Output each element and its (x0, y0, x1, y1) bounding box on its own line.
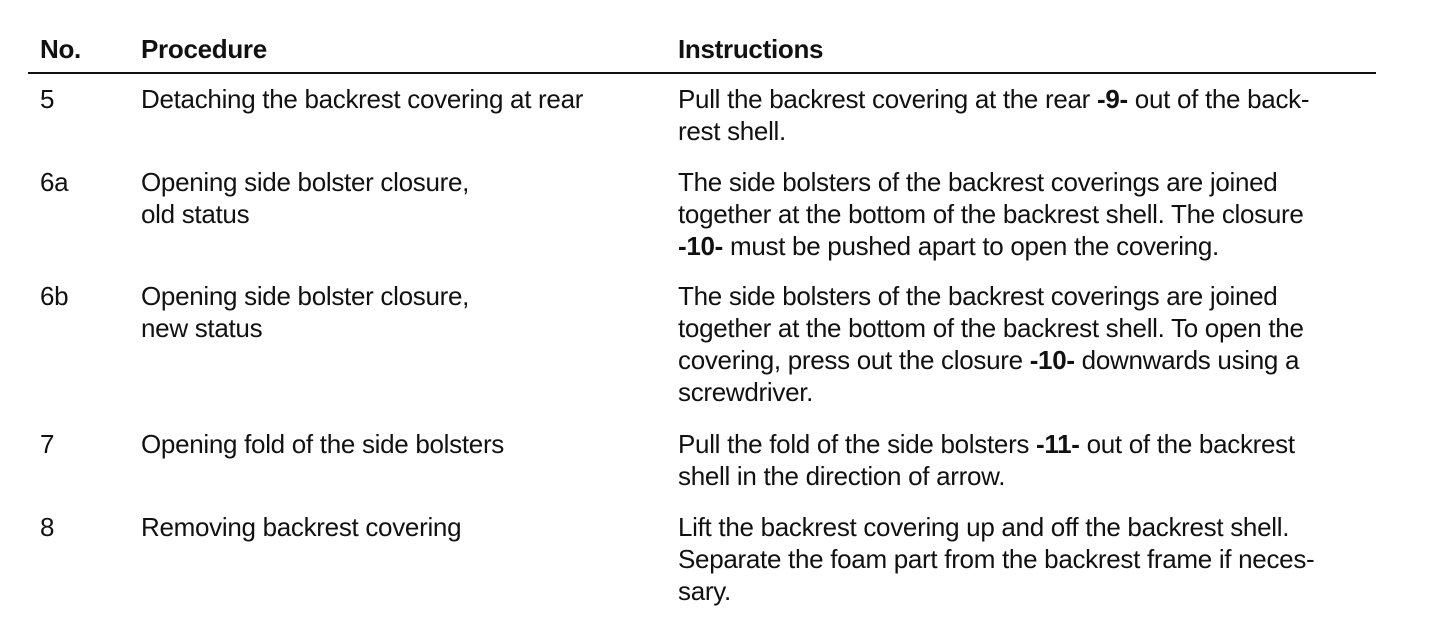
header-procedure: Procedure (141, 34, 267, 64)
procedure-cell (141, 511, 651, 543)
procedure-cell (141, 83, 651, 115)
procedure-line: Detaching the backrest covering at rear (141, 84, 584, 114)
instruction-line: Lift the backrest covering up and off the backrest shell. (678, 512, 1290, 542)
procedure-line: Opening side bolster closure, (141, 167, 470, 197)
procedure-line: Removing backrest covering (141, 512, 462, 542)
header-divider (28, 72, 1376, 74)
procedure-line: old status (141, 199, 250, 229)
step-number: 7 (40, 429, 55, 459)
instruction-cell (678, 166, 1368, 262)
instruction-line: Pull the fold of the side bolsters -11- out of the backrest (678, 429, 1295, 459)
instruction-cell (678, 280, 1368, 408)
procedure-line: Opening side bolster closure, (141, 281, 470, 311)
instruction-line: covering, press out the closure -10- downwards using a (678, 345, 1300, 375)
part-reference: -11- (1036, 429, 1080, 459)
instruction-line: together at the bottom of the backrest shell. The closure (678, 199, 1304, 229)
header-instructions: Instructions (678, 34, 824, 64)
instruction-line: Separate the foam part from the backrest frame if neces- (678, 544, 1315, 574)
step-number: 6b (40, 281, 69, 311)
procedure-cell (141, 428, 651, 460)
instruction-line: rest shell. (678, 116, 786, 146)
part-reference: -10- (678, 231, 724, 261)
instruction-line: The side bolsters of the backrest coverings are joined (678, 167, 1278, 197)
procedure-line: Opening fold of the side bolsters (141, 429, 504, 459)
header-no: No. (40, 34, 81, 64)
step-number: 5 (40, 84, 55, 114)
instruction-line: Pull the backrest covering at the rear -9- out of the back- (678, 84, 1310, 114)
procedure-line: new status (141, 313, 263, 343)
step-number: 6a (40, 167, 69, 197)
instruction-line: together at the bottom of the backrest shell. To open the (678, 313, 1304, 343)
instruction-line: shell in the direction of arrow. (678, 461, 1006, 491)
procedure-cell (141, 280, 651, 344)
instruction-line: screwdriver. (678, 377, 814, 407)
table-header (0, 26, 1456, 70)
instruction-line: -10- must be pushed apart to open the covering. (678, 231, 1219, 261)
procedure-cell (141, 166, 651, 230)
step-number: 8 (40, 512, 55, 542)
instruction-cell (678, 83, 1368, 147)
instruction-line: sary. (678, 576, 731, 606)
instruction-line: The side bolsters of the backrest coverings are joined (678, 281, 1278, 311)
part-reference: -9- (1096, 84, 1128, 114)
instruction-cell (678, 511, 1368, 607)
instruction-cell (678, 428, 1368, 492)
part-reference: -10- (1029, 345, 1075, 375)
